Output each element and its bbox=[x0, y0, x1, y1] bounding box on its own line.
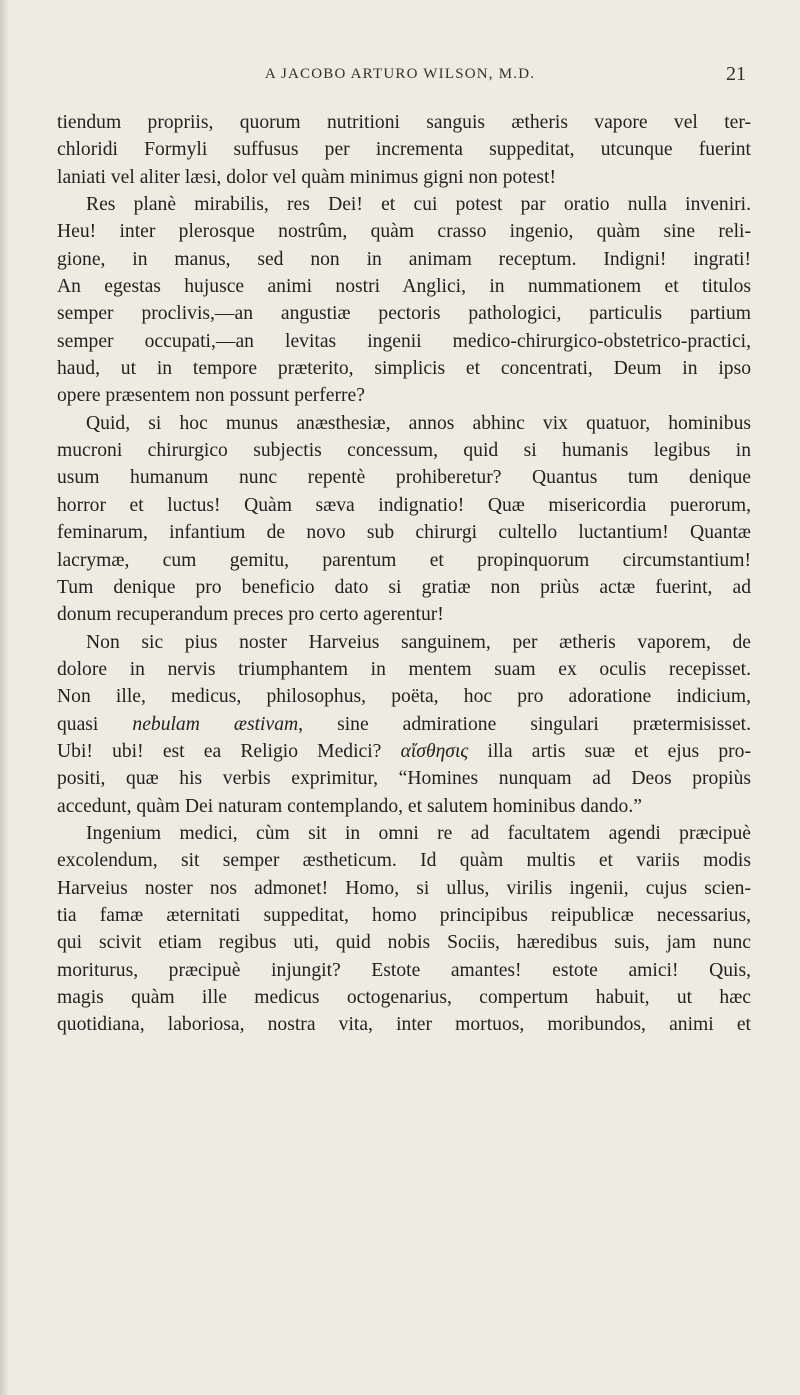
text-line bbox=[57, 683, 751, 710]
text-line bbox=[57, 246, 751, 273]
text-line bbox=[57, 437, 751, 464]
page-number: 21 bbox=[726, 63, 746, 85]
text-segment: mucroni chirurgico subjectis concessum, quid si humanis legibus in bbox=[57, 440, 751, 462]
text-line bbox=[57, 902, 751, 929]
text-line bbox=[57, 793, 751, 820]
text-segment: laniati vel aliter læsi, dolor vel quàm minimus gigni non potest! bbox=[57, 166, 557, 188]
text-segment: accedunt, quàm Dei naturam contemplando, et salutem hominibus dando.” bbox=[57, 795, 642, 817]
text-line bbox=[57, 464, 751, 491]
text-segment: tia famæ æternitati suppeditat, homo principibus reipublicæ necessarius, bbox=[57, 904, 751, 926]
text-segment: gione, in manus, sed non in animam receptum. Indigni! ingrati! bbox=[57, 248, 751, 270]
text-line bbox=[57, 218, 751, 245]
text-line bbox=[57, 847, 751, 874]
text-line bbox=[57, 574, 751, 601]
text-line bbox=[57, 929, 751, 956]
text-line bbox=[57, 875, 751, 902]
text-segment: Heu! inter plerosque nostrûm, quàm crasso ingenio, quàm sine reli- bbox=[57, 221, 751, 243]
text-segment: magis quàm ille medicus octogenarius, compertum habuit, ut hæc bbox=[57, 987, 751, 1008]
italic-segment: nebulam æstivam bbox=[132, 713, 299, 735]
text-line bbox=[57, 1011, 751, 1038]
text-line bbox=[57, 711, 751, 738]
text-segment: Non ille, medicus, philosophus, poëta, hoc pro adoratione indicium, bbox=[57, 686, 751, 708]
text-line bbox=[57, 492, 751, 519]
text-line bbox=[57, 410, 751, 437]
text-segment: lacrymæ, cum gemitu, parentum et propinquorum circumstantium! bbox=[57, 549, 751, 571]
text-line bbox=[57, 984, 751, 1011]
text-segment: Ingenium medici, cùm sit in omni re ad facultatem agendi præcipuè bbox=[86, 822, 751, 844]
text-line bbox=[57, 109, 751, 136]
text-line bbox=[57, 300, 751, 327]
text-segment: Harveius noster nos admonet! Homo, si ullus, virilis ingenii, cujus scien- bbox=[57, 877, 751, 899]
text-line bbox=[57, 382, 751, 409]
text-segment: excolendum, sit semper æstheticum. Id quàm multis et variis modis bbox=[57, 850, 751, 872]
text-segment: usum humanum nunc repentè prohiberetur? Quantus tum denique bbox=[57, 467, 751, 489]
text-segment: Ubi! ubi! est ea Religio Medici? bbox=[57, 740, 401, 762]
text-segment: moriturus, præcipuè injungit? Estote amantes! estote amici! Quis, bbox=[57, 959, 751, 981]
body-text bbox=[57, 109, 751, 1039]
text-line bbox=[57, 328, 751, 355]
text-segment: quasi bbox=[57, 713, 133, 735]
running-title: A JACOBO ARTURO WILSON, M.D. bbox=[264, 66, 536, 82]
text-segment: tiendum propriis, quorum nutritioni sanguis ætheris vapore vel ter- bbox=[57, 112, 751, 133]
text-line bbox=[57, 136, 751, 163]
text-segment: quotidiana, laboriosa, nostra vita, inter mortuos, moribundos, animi et bbox=[57, 1014, 751, 1036]
text-segment: Tum denique pro beneficio dato si gratiæ non priùs actæ fuerint, ad bbox=[57, 576, 751, 598]
text-line bbox=[57, 738, 751, 765]
text-segment: An egestas hujusce animi nostri Anglici, in nummationem et titulos bbox=[57, 276, 751, 298]
text-line bbox=[57, 519, 751, 546]
text-line bbox=[57, 273, 751, 300]
text-segment: haud, ut in tempore præterito, simplicis et concentrati, Deum in ipso bbox=[57, 358, 751, 380]
text-segment: illa artis suæ et ejus pro- bbox=[468, 740, 751, 762]
italic-segment: αἴσθησις bbox=[400, 740, 469, 762]
text-segment: opere præsentem non possunt perferre? bbox=[57, 385, 365, 407]
text-line bbox=[57, 547, 751, 574]
text-segment: positi, quæ his verbis exprimitur, “Homines nunquam ad Deos propiùs bbox=[57, 768, 751, 790]
running-head bbox=[0, 63, 800, 90]
text-segment: horror et luctus! Quàm sæva indignatio! Quæ misericordia puerorum, bbox=[57, 494, 751, 516]
page-edge-shadow bbox=[0, 0, 9, 1395]
text-segment: Quid, si hoc munus anæsthesiæ, annos abhinc vix quatuor, hominibus bbox=[86, 412, 751, 434]
text-line bbox=[57, 601, 751, 628]
text-line bbox=[57, 629, 751, 656]
text-segment: donum recuperandum preces pro certo agerentur! bbox=[57, 604, 444, 626]
text-line bbox=[57, 957, 751, 984]
text-segment: qui scivit etiam regibus uti, quid nobis Sociis, hæredibus suis, jam nunc bbox=[57, 932, 751, 954]
text-segment: chloridi Formyli suffusus per incrementa suppeditat, utcunque fuerint bbox=[57, 139, 751, 161]
text-segment: semper proclivis,—an angustiæ pectoris pathologici, particulis partium bbox=[57, 303, 751, 325]
text-line bbox=[57, 656, 751, 683]
text-line bbox=[57, 164, 751, 191]
text-segment: , sine admiratione singulari prætermisisset. bbox=[298, 713, 751, 735]
text-line bbox=[57, 191, 751, 218]
text-segment: Non sic pius noster Harveius sanguinem, per ætheris vaporem, de bbox=[86, 631, 751, 653]
text-segment: dolore in nervis triumphantem in mentem suam ex oculis recepisset. bbox=[57, 658, 751, 680]
text-line bbox=[57, 820, 751, 847]
text-line bbox=[57, 765, 751, 792]
text-segment: feminarum, infantium de novo sub chirurgi cultello luctantium! Quantæ bbox=[57, 522, 751, 544]
text-line bbox=[57, 355, 751, 382]
text-segment: Res planè mirabilis, res Dei! et cui potest par oratio nulla inveniri. bbox=[86, 194, 751, 216]
text-segment: semper occupati,—an levitas ingenii medico-chirurgico-obstetrico-practici, bbox=[57, 330, 751, 352]
